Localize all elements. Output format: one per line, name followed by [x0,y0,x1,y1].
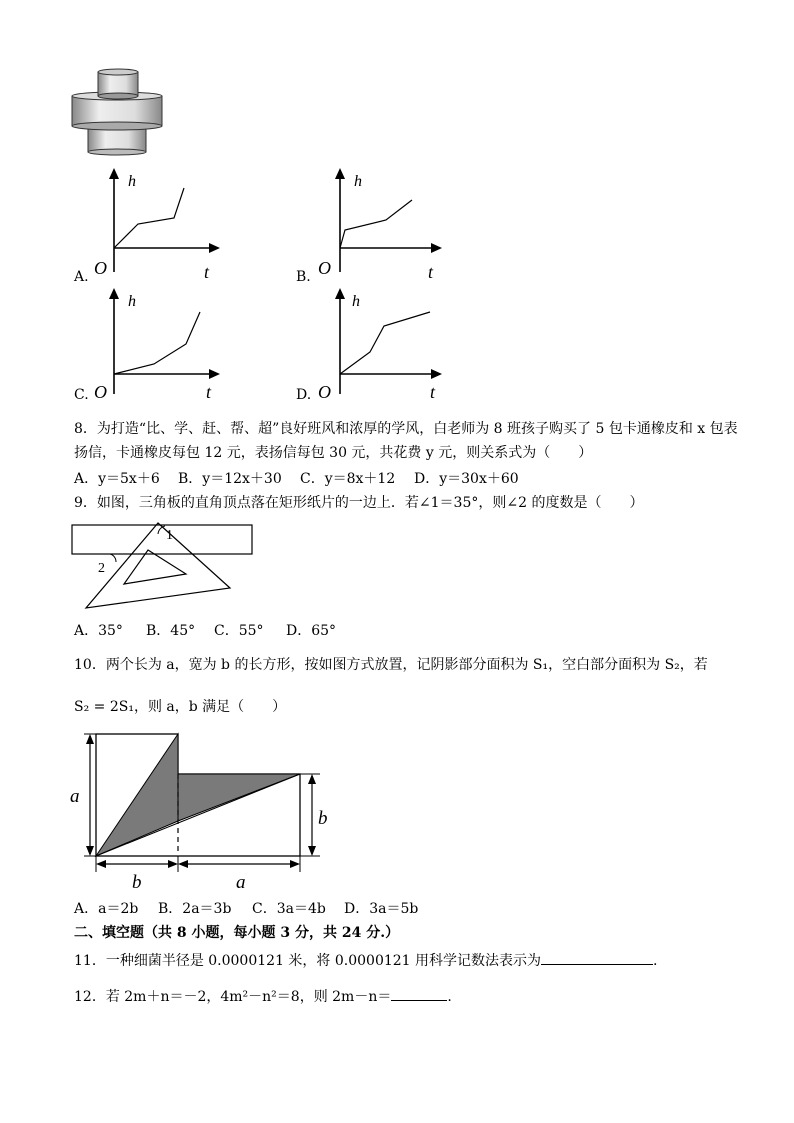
axis-h-label: h [128,173,136,190]
option-label: C. [74,387,89,403]
origin-label: O [318,382,331,402]
q10-option-a: A．a＝2b [74,901,139,917]
q11-stem: 11．一种细菌半径是 0.0000121 米，将 0.0000121 用科学记数法表示为 [74,953,542,969]
q8-option-b: B．y＝12x＋30 [178,471,282,487]
q9-option-d: D．65° [286,623,337,639]
q8-option-d: D．y＝30x＋60 [414,471,519,487]
q10-option-c: C．3a＝4b [252,901,326,917]
q9-option-b: B．45° [146,623,196,639]
axis-t-label: t [428,262,434,282]
q9-figure [70,520,260,612]
dim-a-left: a [70,786,80,807]
angle-1-label: 1 [166,528,173,543]
origin-label: O [94,258,107,278]
q12-line [74,986,452,1006]
origin-label: O [318,258,331,278]
option-label: D. [296,387,312,403]
option-label: B. [296,269,311,285]
q8-stem-line2: 扬信，卡通橡皮每包 12 元，表扬信每包 30 元，共花费 y 元，则关系式为（ ） [74,445,593,461]
axis-t-label: t [204,262,210,282]
axis-t-label: t [430,382,436,402]
q8-option-a: A．y＝5x＋6 [74,471,160,487]
q10-stem-line2: S₂ = 2S₁，则 a，b 满足（ ） [74,699,287,715]
axis-h-label: h [354,173,362,190]
q9-stem: 9．如图，三角板的直角顶点落在矩形纸片的一边上．若∠1＝35°，则∠2 的度数是（ ） [74,495,644,511]
origin-label: O [94,382,107,402]
q12-end: . [447,989,452,1005]
q12-stem: 12．若 2m＋n＝－2，4m²－n²＝8，则 2m－n＝ [74,989,392,1005]
dim-a-bottom: a [236,872,246,893]
axis-h-label: h [352,293,360,310]
axis-t-label: t [206,382,212,402]
dim-b-bottom: b [132,872,142,893]
q9-option-a: A．35° [74,623,123,639]
q9-option-c: C．55° [214,623,264,639]
angle-2-label: 2 [98,561,105,576]
q11-line [74,950,657,970]
option-label: A. [74,269,89,285]
q8-option-c: C．y＝8x＋12 [300,471,396,487]
q12-answer-blank[interactable] [391,986,447,1001]
q10-stem-line1: 10．两个长为 a，宽为 b 的长方形，按如图方式放置，记阴影部分面积为 S₁，空白部分面积为 S₂，若 [74,657,708,673]
axis-h-label: h [128,293,136,310]
q11-end: . [653,953,658,969]
section-title: 二、填空题（共 8 小题，每小题 3 分，共 24 分.） [74,925,400,941]
q10-option-d: D．3a＝5b [344,901,419,917]
q10-option-b: B．2a＝3b [158,901,232,917]
stepped-cylinder-figure [68,66,168,158]
dim-b-right: b [318,808,328,829]
q10-figure [66,726,336,896]
q8-stem-line1: 8．为打造“比、学、赶、帮、超”良好班风和浓厚的学风，白老师为 8 班孩子购买了 5 包卡通橡皮和 x 包表 [74,421,738,437]
q11-answer-blank[interactable] [541,950,653,965]
